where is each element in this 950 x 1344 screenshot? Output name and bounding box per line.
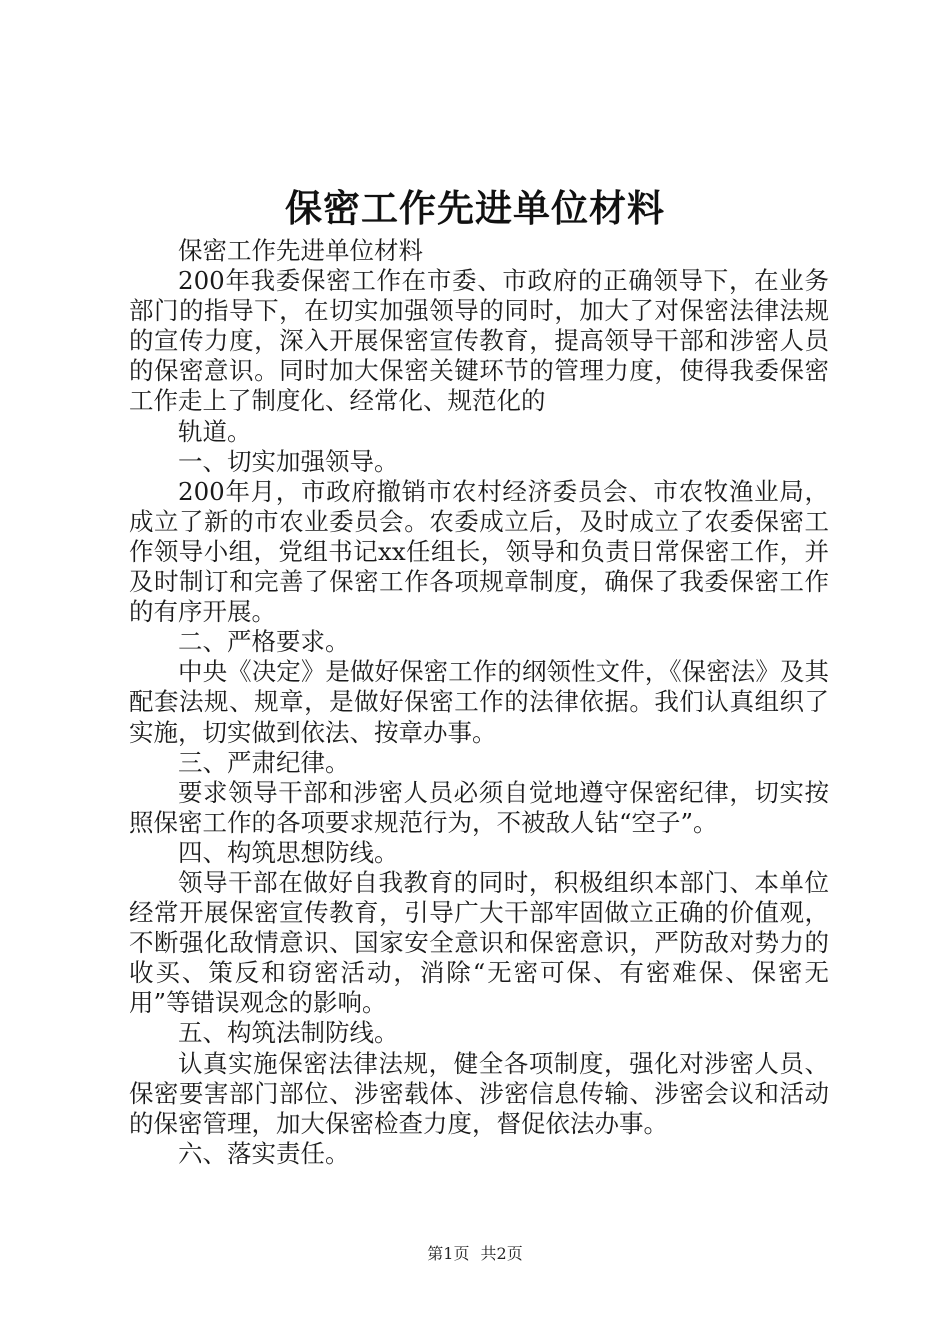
- section-heading-4: 四、构筑思想防线。: [178, 837, 399, 867]
- document-title: 保密工作先进单位材料: [285, 186, 665, 230]
- paragraph-doc-heading: 保密工作先进单位材料: [178, 236, 423, 265]
- paragraph-intro: 200年我委保密工作在市委、市政府的正确领导下，在业务部门的指导下，在切实加强领导的同时，加大了对保密法律法规的宣传力度，深入开展保密宣传教育，提高领导干部和涉密人员的保密意识。同时加大保密关键环节的管理力度，使得我委保密工作走上了制度化、经常化、规范化的: [129, 266, 829, 416]
- paragraph-section-1: 200年月，市政府撤销市农村经济委员会、市农牧渔业局，成立了新的市农业委员会。农委成立后，及时成立了农委保密工作领导小组，党组书记xx任组长，领导和负责日常保密工作，并及时制订和完善了保密工作各项规章制度，确保了我委保密工作的有序开展。: [129, 476, 829, 627]
- page-footer: [0, 1243, 950, 1265]
- page-total: 共2页: [480, 1244, 523, 1263]
- paragraph-section-3: 要求领导干部和涉密人员必须自觉地遵守保密纪律，切实按照保密工作的各项要求规范行为，不被敌人钻“空子”。: [129, 777, 829, 837]
- paragraph-section-5: 认真实施保密法律法规，健全各项制度，强化对涉密人员、保密要害部门部位、涉密载体、涉密信息传输、涉密会议和活动的保密管理，加大保密检查力度，督促依法办事。: [129, 1048, 829, 1138]
- section-heading-1: 一、切实加强领导。: [178, 446, 399, 476]
- document-body: [129, 236, 829, 1169]
- section-heading-5: 五、构筑法制防线。: [178, 1018, 399, 1048]
- page-number: 第1页: [427, 1244, 470, 1263]
- section-heading-3: 三、严肃纪律。: [178, 747, 350, 777]
- section-heading-2: 二、严格要求。: [178, 627, 350, 657]
- paragraph-intro-tail: 轨道。: [178, 416, 252, 446]
- paragraph-section-2: 中央《决定》是做好保密工作的纲领性文件，《保密法》及其配套法规、规章，是做好保密工作的法律依据。我们认真组织了实施，切实做到依法、按章办事。: [129, 657, 829, 747]
- section-heading-6: 六、落实责任。: [178, 1138, 350, 1168]
- paragraph-section-4: 领导干部在做好自我教育的同时，积极组织本部门、本单位经常开展保密宣传教育，引导广大干部牢固做立正确的价值观，不断强化敌情意识、国家安全意识和保密意识，严防敌对势力的收买、策反和窃密活动，消除“无密可保、有密难保、保密无用”等错误观念的影响。: [129, 867, 829, 1018]
